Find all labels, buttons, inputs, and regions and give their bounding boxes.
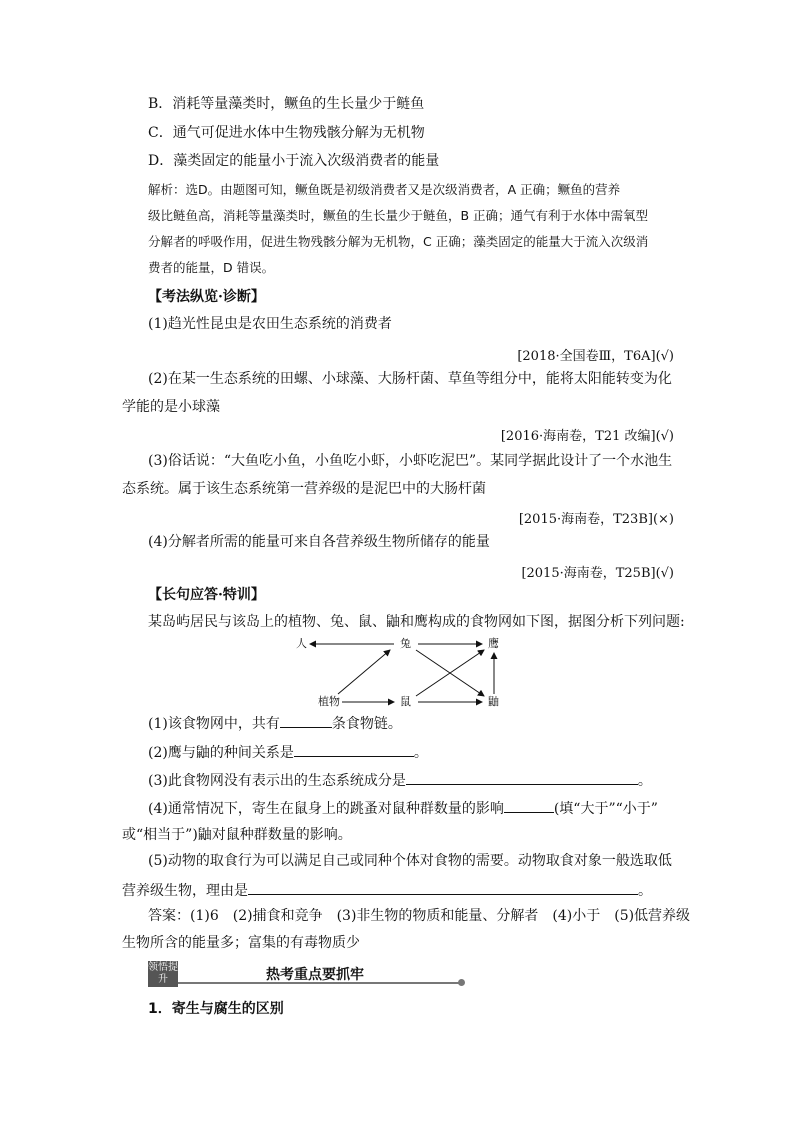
statement-1-source: [2018·全国卷Ⅲ，T6A](√) xyxy=(517,349,674,364)
question-3: (3)此食物网没有表示出的生态系统成分是 。 xyxy=(148,770,652,790)
question-1: (1)该食物网中，共有 条食物链。 xyxy=(148,713,402,733)
point-heading-1: 1．寄生与腐生的区别 xyxy=(148,1001,284,1017)
question-4-line-1: (4)通常情况下，寄生在鼠身上的跳蚤对鼠种群数量的影响 (填“大于”“小于” xyxy=(148,798,658,818)
arrow-plant-to-rabbit xyxy=(338,650,390,694)
banner-badge: 领悟提升 xyxy=(148,962,178,985)
statement-3-line-1: (3)俗话说：“大鱼吃小鱼，小鱼吃小虾，小虾吃泥巴”。某同学据此设计了一个水池生 xyxy=(148,453,673,469)
food-web-diagram xyxy=(290,636,510,708)
question-5-line-1: (5)动物的取食行为可以满足自己或同种个体对食物的需要。动物取食对象一般选取低 xyxy=(148,853,672,869)
analysis-line-2: 级比鲢鱼高，消耗等量藻类时，鳜鱼的生长量少于鲢鱼，B 正确；通气有利于水体中需氧型 xyxy=(148,208,649,223)
analysis-line-3: 分解者的呼吸作用，促进生物残骸分解为无机物，C 正确；藻类固定的能量大于流入次级消 xyxy=(148,234,649,249)
banner-title: 热考重点要抓牢 xyxy=(266,967,364,983)
answer-blank-1[interactable] xyxy=(280,713,332,728)
answer-line-1: 答案：(1)6 (2)捕食和竞争 (3)非生物的物质和能量、分解者 (4)小于 (5)低营养级 xyxy=(148,908,691,924)
node-rabbit: 兔 xyxy=(400,637,411,650)
statement-2-source: [2016·海南卷，T21 改编](√) xyxy=(500,429,674,444)
section-banner xyxy=(148,961,468,987)
node-weasel: 鼬 xyxy=(488,695,499,708)
section-heading-practice: 【长句应答·特训】 xyxy=(148,587,265,603)
food-web-intro: 某岛屿居民与该岛上的植物、兔、鼠、鼬和鹰构成的食物网如下图，据图分析下列问题: xyxy=(148,614,685,630)
analysis-line-1: 解析：选D。由题图可知，鳜鱼既是初级消费者又是次级消费者，A 正确；鳜鱼的营养 xyxy=(148,182,621,197)
analysis-line-4: 费者的能量，D 错误。 xyxy=(148,260,275,275)
banner-dot-icon xyxy=(458,979,465,986)
node-mouse: 鼠 xyxy=(400,695,411,708)
statement-3-source: [2015·海南卷，T23B](×) xyxy=(518,512,674,527)
option-c: C．通气可促进水体中生物残骸分解为无机物 xyxy=(148,125,425,141)
section-heading-review: 【考法纵览·诊断】 xyxy=(148,289,265,305)
answer-blank-2[interactable] xyxy=(294,742,414,757)
answer-blank-5[interactable] xyxy=(248,880,638,895)
question-4-line-2: 或“相当于”)鼬对鼠种群数量的影响。 xyxy=(122,827,352,843)
option-b: B．消耗等量藻类时，鳜鱼的生长量少于鲢鱼 xyxy=(148,96,425,112)
statement-2-line-2: 学能的是小球藻 xyxy=(122,399,220,415)
statement-2-line-1: (2)在某一生态系统的田螺、小球藻、大肠杆菌、草鱼等组分中，能将太阳能转变为化 xyxy=(148,371,672,387)
answer-line-2: 生物所含的能量多；富集的有毒物质少 xyxy=(122,935,360,951)
node-hawk: 鹰 xyxy=(488,637,499,650)
node-plant: 植物 xyxy=(318,695,340,708)
question-2: (2)鹰与鼬的种间关系是 。 xyxy=(148,742,428,762)
answer-blank-4[interactable] xyxy=(504,798,554,813)
statement-3-line-2: 态系统。属于该生态系统第一营养级的是泥巴中的大肠杆菌 xyxy=(122,481,486,497)
node-human: 人 xyxy=(296,637,307,650)
question-5-line-2: 营养级生物，理由是 。 xyxy=(122,880,652,900)
option-d: D．藻类固定的能量小于流入次级消费者的能量 xyxy=(148,153,440,169)
statement-1: (1)趋光性昆虫是农田生态系统的消费者 xyxy=(148,316,392,332)
answer-blank-3[interactable] xyxy=(406,770,638,785)
statement-4-source: [2015·海南卷，T25B](√) xyxy=(521,566,674,581)
statement-4: (4)分解者所需的能量可来自各营养级生物所储存的能量 xyxy=(148,534,490,550)
